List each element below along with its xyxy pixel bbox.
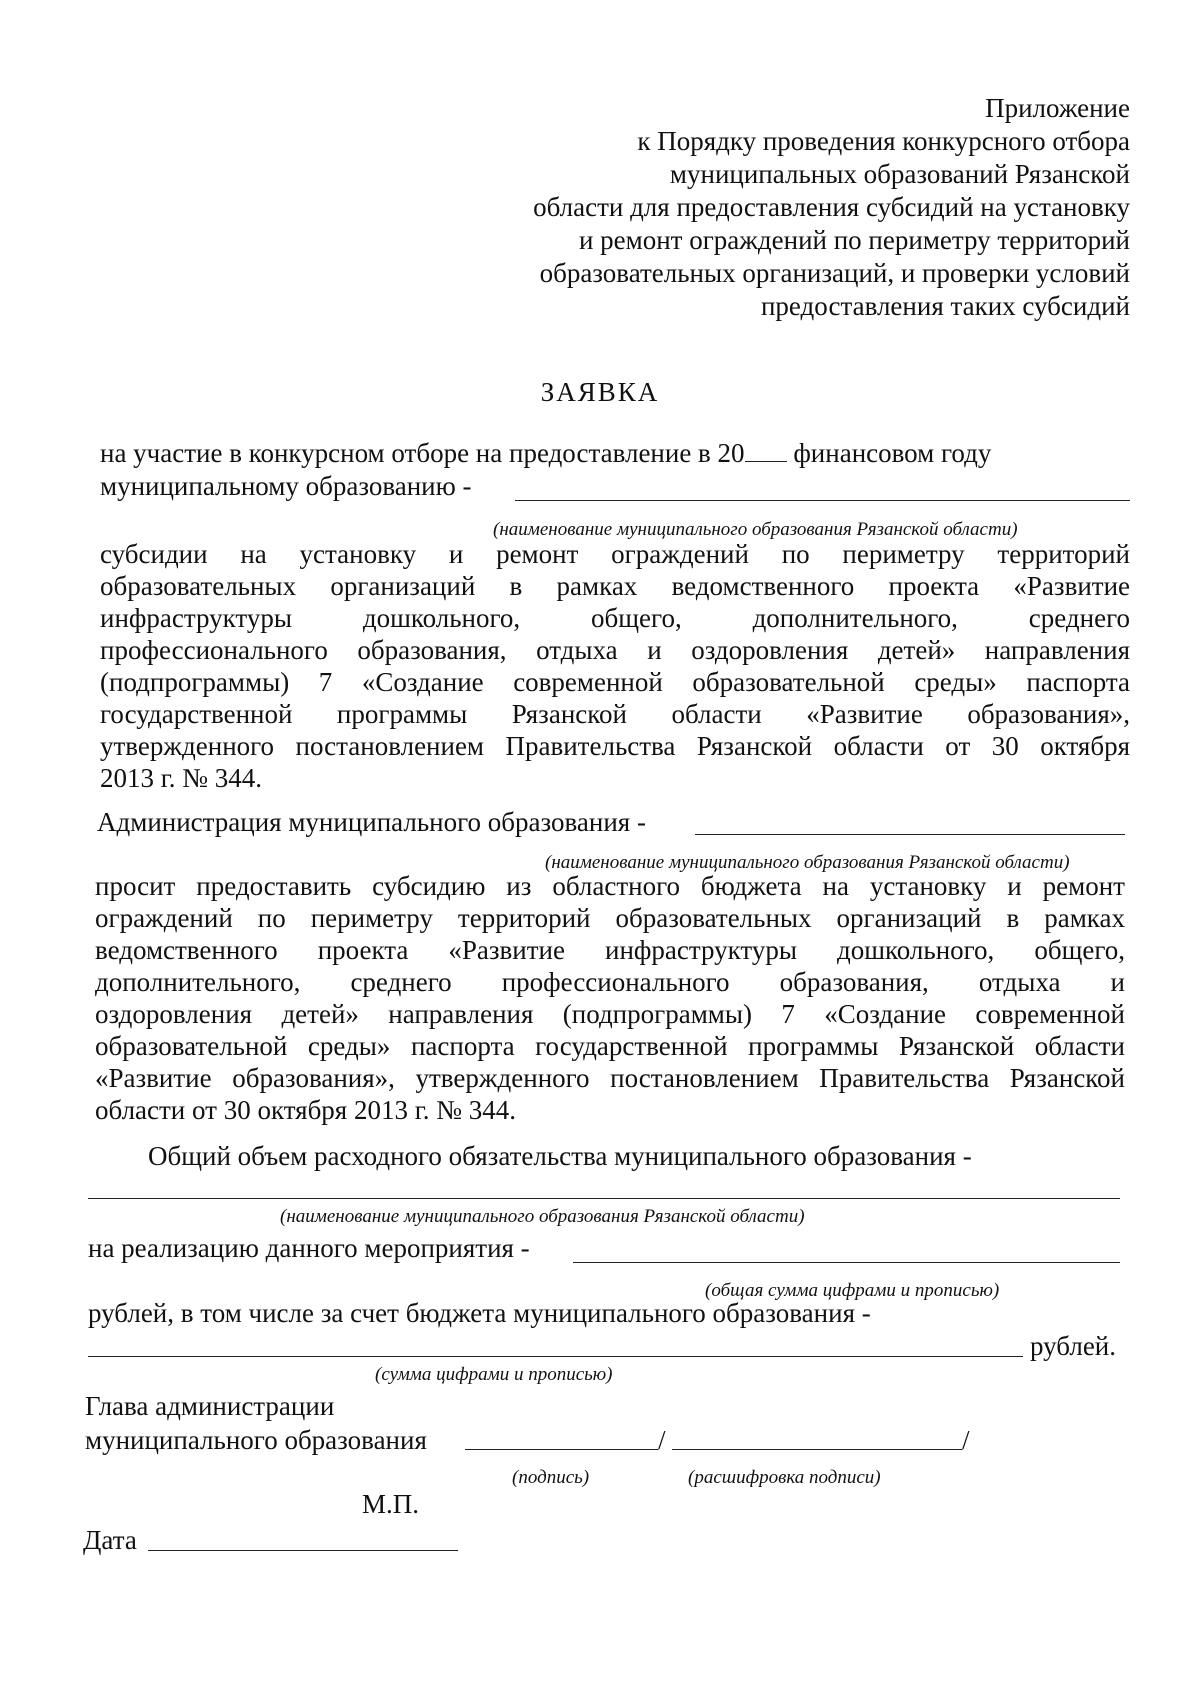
budget-line bbox=[88, 1297, 871, 1329]
municipality-line bbox=[100, 470, 472, 502]
signature-slash: / bbox=[658, 1425, 666, 1455]
paragraph-line: (подпрограммы) 7 «Создание современной образовательной среды» паспорта bbox=[100, 667, 1130, 697]
appendix-line: образовательных организаций, и проверки условий bbox=[539, 258, 1130, 288]
event-line bbox=[88, 1232, 530, 1264]
appendix-line: к Порядку проведения конкурсного отбора bbox=[637, 126, 1130, 156]
signature-decode-blank bbox=[672, 1449, 962, 1450]
appendix-header bbox=[430, 92, 1130, 323]
appendix-line: муниципальных образований Рязанской bbox=[669, 159, 1130, 189]
paragraph-line: области от 30 октября 2013 г. № 344. bbox=[95, 1095, 517, 1125]
paragraph-line: образовательных организаций в рамках ведомственного проекта «Развитие bbox=[100, 571, 1130, 601]
administration-name-blank bbox=[695, 834, 1125, 835]
municipality-name-blank bbox=[515, 500, 1130, 501]
request-intro-line bbox=[100, 437, 991, 469]
budget-sum-blank bbox=[88, 1356, 1023, 1357]
paragraph-line: ведомственного проекта «Развитие инфраструктуры дошкольного, общего, bbox=[95, 935, 1125, 965]
obligation-municipality-blank bbox=[88, 1198, 1120, 1199]
administration-label: Администрация муниципального образования - bbox=[97, 807, 646, 837]
budget-sum-caption: (сумма цифрами и прописью) bbox=[375, 1364, 613, 1385]
paragraph-line: «Развитие образования», утвержденного постановлением Правительства Рязанской bbox=[95, 1063, 1125, 1093]
appendix-line: предоставления таких субсидий bbox=[760, 291, 1130, 321]
total-sum-caption: (общая сумма цифрами и прописью) bbox=[705, 1280, 1000, 1301]
obligation-label: Общий объем расходного обязательства муниципального образования - bbox=[148, 1141, 972, 1171]
obligation-municipality-caption: (наименование муниципального образования Рязанской области) bbox=[280, 1206, 805, 1227]
signature-decode-caption: (расшифровка подписи) bbox=[688, 1467, 881, 1488]
obligation-line bbox=[148, 1140, 972, 1172]
municipality-label: муниципальному образованию - bbox=[100, 471, 472, 501]
paragraph-line: субсидии на установку и ремонт ограждений по периметру территорий bbox=[100, 539, 1130, 569]
total-sum-blank bbox=[573, 1262, 1120, 1263]
date-blank bbox=[148, 1550, 458, 1551]
paragraph-line: оздоровления детей» направления (подпрограммы) 7 «Создание современной bbox=[95, 999, 1125, 1029]
paragraph-line: дополнительного, среднего профессионального образования, отдыха и bbox=[95, 967, 1125, 997]
signature-head-line2: муниципального образования bbox=[85, 1425, 427, 1455]
signature-caption: (подпись) bbox=[512, 1467, 590, 1488]
paragraph-line: образовательной среды» паспорта государственной программы Рязанской области bbox=[95, 1031, 1125, 1061]
year-blank bbox=[745, 439, 787, 462]
paragraph-line: просит предоставить субсидию из областного бюджета на установку и ремонт bbox=[95, 871, 1125, 901]
paragraph-line: профессионального образования, отдыха и оздоровления детей» направления bbox=[100, 635, 1130, 665]
paragraph-line: 2013 г. № 344. bbox=[100, 763, 263, 793]
administration-caption: (наименование муниципального образования Рязанской области) bbox=[545, 852, 1070, 873]
appendix-line: Приложение bbox=[985, 93, 1130, 123]
request-intro-text: на участие в конкурсном отборе на предоставление в 20 bbox=[100, 438, 745, 468]
document-title: ЗАЯВКА bbox=[540, 377, 660, 407]
budget-label: рублей, в том числе за счет бюджета муниципального образования - bbox=[88, 1298, 871, 1328]
administration-line bbox=[97, 806, 646, 838]
signature-slash-end: / bbox=[962, 1425, 970, 1455]
paragraph-line: инфраструктуры дошкольного, общего, дополнительного, среднего bbox=[100, 603, 1130, 633]
paragraph-line: утвержденного постановлением Правительства Рязанской области от 30 октября bbox=[100, 731, 1130, 761]
signature-head-line1: Глава администрации bbox=[85, 1391, 335, 1421]
paragraph-line: государственной программы Рязанской области «Развитие образования», bbox=[100, 699, 1130, 729]
seal-place: М.П. bbox=[362, 1489, 420, 1519]
date-label: Дата bbox=[83, 1525, 137, 1555]
appendix-line: области для предоставления субсидий на установку bbox=[533, 192, 1130, 222]
request-paragraph bbox=[95, 870, 1125, 1126]
appendix-line: и ремонт ограждений по периметру территорий bbox=[578, 225, 1130, 255]
signature-blank bbox=[465, 1449, 658, 1450]
event-label: на реализацию данного мероприятия - bbox=[88, 1233, 530, 1263]
municipality-caption: (наименование муниципального образования Рязанской области) bbox=[493, 519, 1018, 540]
rubles-label: рублей. bbox=[1030, 1331, 1117, 1361]
subsidy-paragraph bbox=[100, 538, 1130, 794]
paragraph-line: ограждений по периметру территорий образовательных организаций в рамках bbox=[95, 903, 1125, 933]
request-intro-text-end: финансовом году bbox=[793, 438, 992, 468]
